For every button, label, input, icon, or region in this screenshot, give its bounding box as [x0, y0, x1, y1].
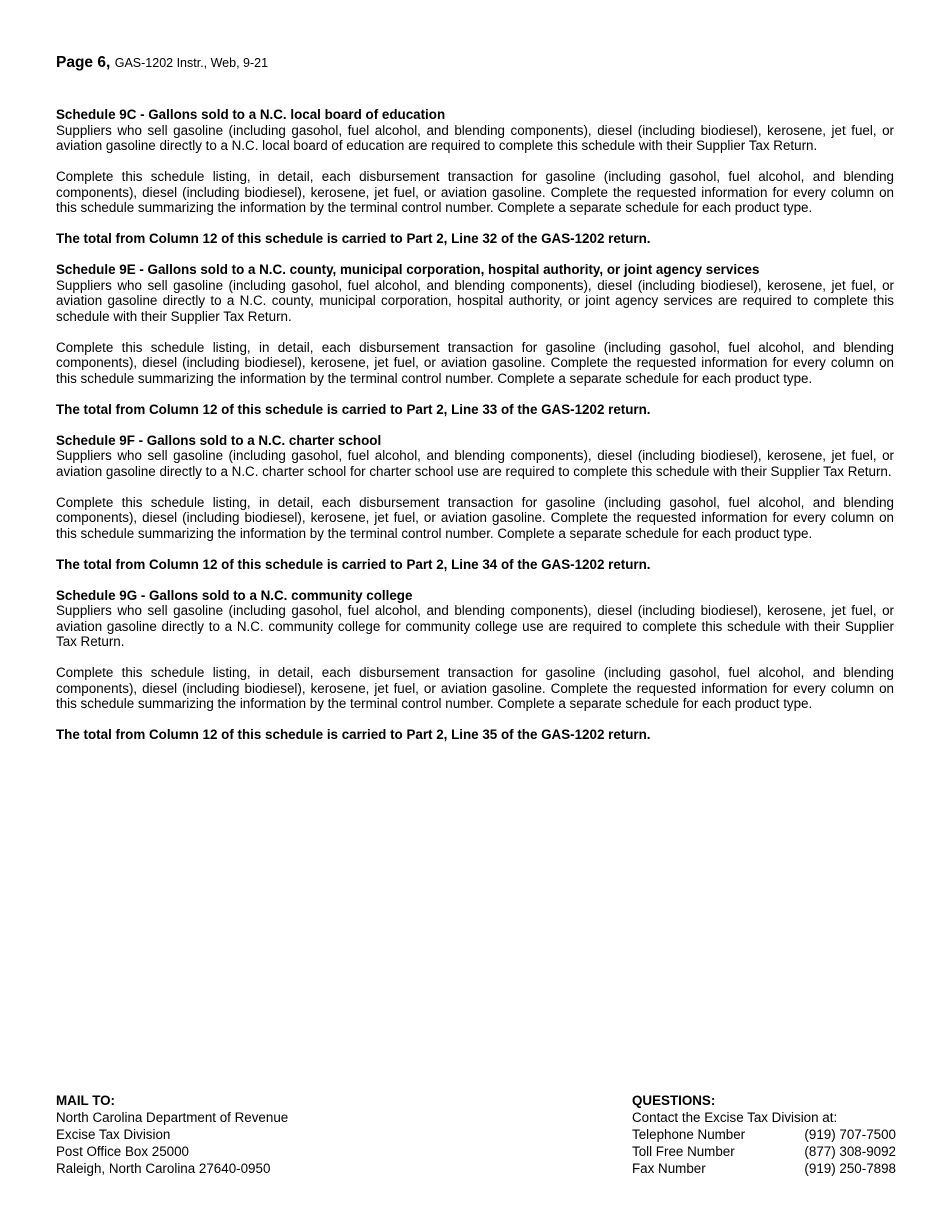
section-total-note: The total from Column 12 of this schedule is carried to Part 2, Line 34 of the GAS-1202 return. [56, 556, 651, 572]
section-paragraph: Complete this schedule listing, in detail, each disbursement transaction for gasoline (including gasohol, fuel alcohol, and blending components), diesel (including biodiesel), kerosene, jet fuel, or aviation gasoline. Complete the requested information for every column on this schedule summarizing the information by the terminal control number. Complete a separate schedule for each product type. [56, 494, 894, 541]
section-total-note: The total from Column 12 of this schedule is carried to Part 2, Line 32 of the GAS-1202 return. [56, 231, 651, 246]
contact-label: Fax Number [632, 1161, 706, 1176]
section-title: Schedule 9F - Gallons sold to a N.C. charter school [56, 432, 382, 448]
contact-number: (919) 250-7898 [804, 1161, 896, 1176]
contact-number: (919) 707-7500 [804, 1127, 896, 1142]
contact-label: Telephone Number [632, 1127, 746, 1142]
schedule-9e-section [56, 262, 894, 417]
address-line: North Carolina Department of Revenue [56, 1110, 289, 1125]
instructions-body [56, 107, 894, 758]
contact-row-telephone [632, 1126, 896, 1143]
section-paragraph: Complete this schedule listing, in detail, each disbursement transaction for gasoline (including gasohol, fuel alcohol, and blending components), diesel (including biodiesel), kerosene, jet fuel, or aviation gasoline. Complete the requested information for every column on this schedule summarizing the information by the terminal control number. Complete a separate schedule for each product type. [56, 169, 894, 215]
section-title: Schedule 9G - Gallons sold to a N.C. community college [56, 587, 413, 603]
section-total-note: The total from Column 12 of this schedule is carried to Part 2, Line 35 of the GAS-1202 return. [56, 727, 651, 742]
contact-row-toll-free [632, 1143, 896, 1160]
contact-label: Toll Free Number [632, 1144, 735, 1159]
schedule-9c-section [56, 107, 894, 247]
contact-number: (877) 308-9092 [804, 1144, 896, 1159]
page-header [56, 54, 268, 72]
section-paragraph: Suppliers who sell gasoline (including gasohol, fuel alcohol, and blending components), diesel (including biodiesel), kerosene, jet fuel, or aviation gasoline directly to a N.C. local board of education are required to complete this schedule with their Supplier Tax Return. [56, 122, 894, 153]
section-total-note: The total from Column 12 of this schedule is carried to Part 2, Line 33 of the GAS-1202 return. [56, 401, 651, 417]
address-line: Raleigh, North Carolina 27640-0950 [56, 1161, 271, 1176]
schedule-9f-section [56, 433, 894, 573]
form-identifier: GAS-1202 Instr., Web, 9-21 [114, 56, 269, 70]
address-line: Post Office Box 25000 [56, 1144, 189, 1159]
mail-to-address [56, 1092, 288, 1177]
section-paragraph: Suppliers who sell gasoline (including gasohol, fuel alcohol, and blending components), diesel (including biodiesel), kerosene, jet fuel, or aviation gasoline directly to a N.C. charter school for charter school use are required to complete this schedule with their Supplier Tax Return. [56, 448, 894, 479]
address-line: Excise Tax Division [56, 1127, 171, 1142]
section-paragraph: Complete this schedule listing, in detail, each disbursement transaction for gasoline (including gasohol, fuel alcohol, and blending components), diesel (including biodiesel), kerosene, jet fuel, or aviation gasoline. Complete the requested information for every column on this schedule summarizing the information by the terminal control number. Complete a separate schedule for each product type. [56, 665, 894, 711]
mail-to-heading: MAIL TO: [56, 1093, 116, 1108]
contact-row-fax [632, 1160, 896, 1177]
section-paragraph: Suppliers who sell gasoline (including gasohol, fuel alcohol, and blending components), diesel (including biodiesel), kerosene, jet fuel, or aviation gasoline directly to a N.C. community college for community college use are required to complete this schedule with their Supplier Tax Return. [56, 603, 894, 649]
questions-intro: Contact the Excise Tax Division at: [632, 1110, 838, 1125]
section-title: Schedule 9E - Gallons sold to a N.C. county, municipal corporation, hospital authority, or joint agency services [56, 262, 760, 277]
questions-heading: QUESTIONS: [632, 1093, 716, 1108]
section-paragraph: Suppliers who sell gasoline (including gasohol, fuel alcohol, and blending components), diesel (including biodiesel), kerosene, jet fuel, or aviation gasoline directly to a N.C. county, municipal corporation, hospital authority, or joint agency services are required to complete this schedule with their Supplier Tax Return. [56, 277, 894, 324]
section-title: Schedule 9C - Gallons sold to a N.C. local board of education [56, 107, 446, 122]
schedule-9g-section [56, 588, 894, 743]
section-paragraph: Complete this schedule listing, in detail, each disbursement transaction for gasoline (including gasohol, fuel alcohol, and blending components), diesel (including biodiesel), kerosene, jet fuel, or aviation gasoline. Complete the requested information for every column on this schedule summarizing the information by the terminal control number. Complete a separate schedule for each product type. [56, 339, 894, 386]
page-number: Page 6, [56, 54, 111, 71]
questions-contact [632, 1092, 896, 1177]
